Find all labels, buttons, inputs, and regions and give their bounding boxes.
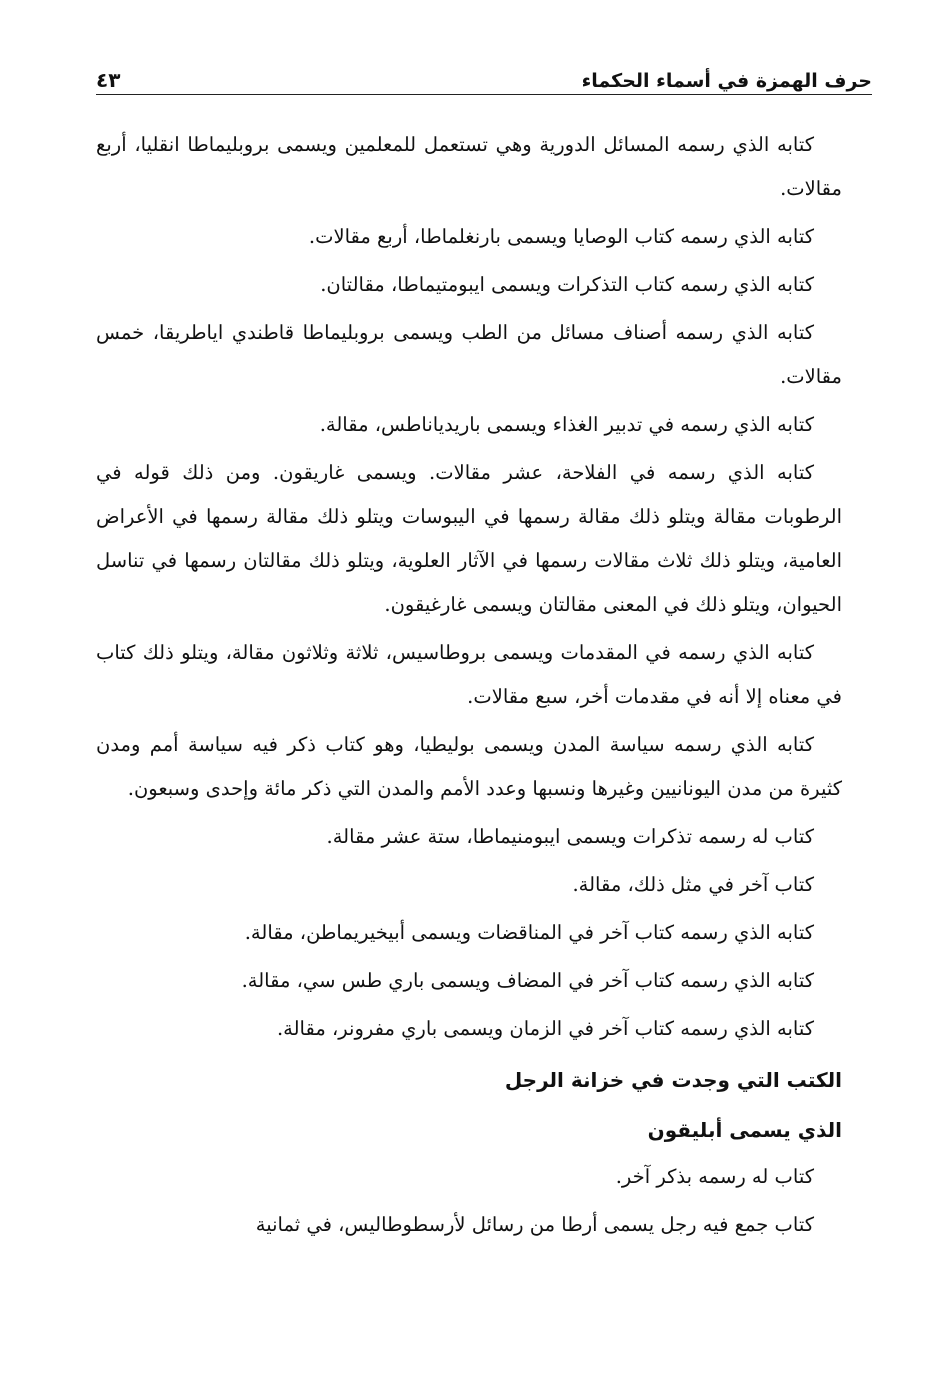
paragraph: كتابه الذي رسمه كتاب آخر في الزمان ويسمى باري مفرونر، مقالة. [276, 1017, 814, 1040]
paragraph: كتابه الذي رسمه سياسة المدن ويسمى بوليطيا، وهو كتاب ذكر فيه سياسة أمم ومدن كثيرة من مدن اليونانيين وغيرها ونسبها وعدد الأمم والمدن التي ذكر مائة وإحدى وسبعون. [96, 733, 842, 800]
paragraph: كتابه الذي رسمه في تدبير الغذاء ويسمى باريدياناطس، مقالة. [319, 413, 814, 436]
running-header [96, 50, 872, 95]
section-heading-line-1: الكتب التي وجدت في خزانة الرجل [504, 1068, 842, 1092]
paragraph: كتابه الذي رسمه كتاب التذكرات ويسمى ايبومتيماطا، مقالتان. [320, 273, 814, 296]
page-number: ٤٣ [96, 68, 121, 92]
section-heading-line-2: الذي يسمى أبليقون [647, 1118, 842, 1142]
paragraph: كتابه الذي رسمه كتاب آخر في المضاف ويسمى باري طس سي، مقالة. [241, 969, 814, 992]
paragraph: كتاب له رسمه بذكر آخر. [615, 1165, 814, 1188]
running-title: حرف الهمزة في أسماء الحكماء [581, 70, 872, 92]
paragraph: كتاب آخر في مثل ذلك، مقالة. [572, 873, 814, 896]
book-page [96, 50, 872, 1376]
paragraph: كتابه الذي رسمه أصناف مسائل من الطب ويسمى بروبليماطا قاطندي اياطريقا، خمس مقالات. [96, 321, 842, 388]
paragraph: كتاب له رسمه تذكرات ويسمى ايبومنيماطا، ستة عشر مقالة. [326, 825, 814, 848]
paragraph: كتابه الذي رسمه المسائل الدورية وهي تستعمل للمعلمين ويسمى بروبليماطا انقليا، أربع مقالات. [96, 133, 842, 200]
paragraph: كتابه الذي رسمه كتاب آخر في المناقضات ويسمى أبيخيريماطن، مقالة. [244, 921, 814, 944]
paragraph: كتابه الذي رسمه في المقدمات ويسمى بروطاسيس، ثلاثة وثلاثون مقالة، ويتلو ذلك كتاب في معناه إلا أنه في مقدمات أخر، سبع مقالات. [96, 641, 842, 708]
paragraph: كتابه الذي رسمه كتاب الوصايا ويسمى بارنغلماطا، أربع مقالات. [308, 225, 814, 248]
paragraph: كتابه الذي رسمه في الفلاحة، عشر مقالات. ويسمى غاريقون. ومن ذلك قوله في الرطوبات مقالة ويتلو ذلك مقالة رسمها في اليبوسات ويتلو ذلك مقالة رسمها في الأعراض العامية، ويتلو ذلك ثلاث مقالات رسمها في الآثار العلوية، ويتلو ذلك مقالتان رسمها في تناسل الحيوان، ويتلو ذلك في المعنى مقالتان ويسمى غارغيقون. [96, 461, 842, 616]
page-body [96, 123, 842, 1247]
paragraph: كتاب جمع فيه رجل يسمى أرطا من رسائل لأرسطوطاليس، في ثمانية [255, 1213, 814, 1236]
